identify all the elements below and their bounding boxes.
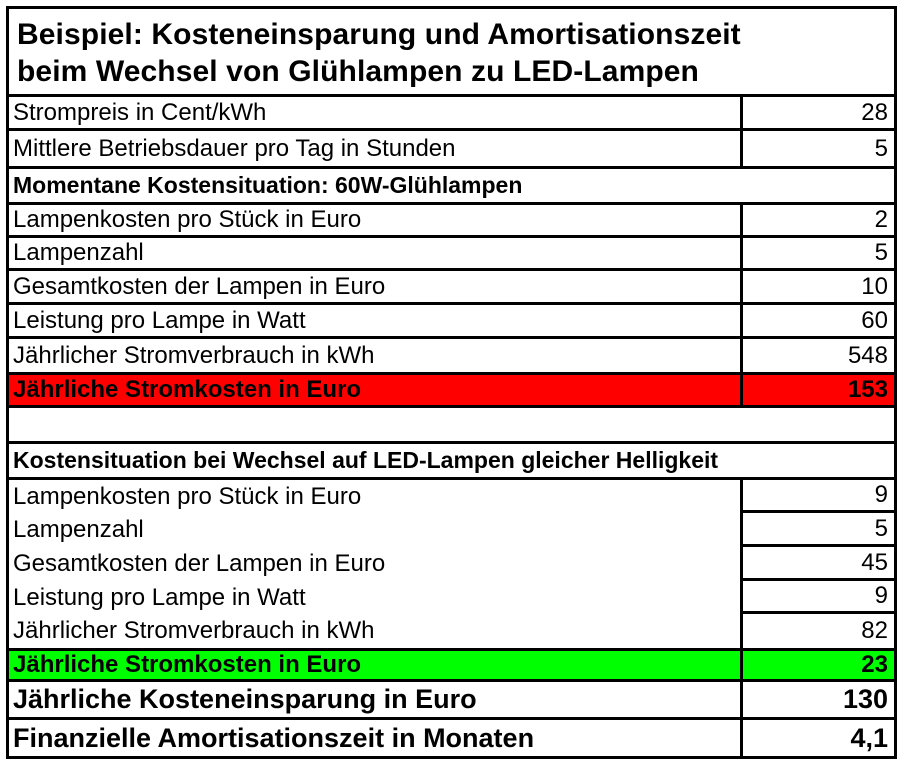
row-value: 153 bbox=[740, 375, 894, 405]
spacer-row bbox=[9, 408, 894, 444]
table-title bbox=[9, 9, 894, 97]
row-value: 5 bbox=[740, 513, 894, 547]
section-heading-label: Momentane Kostensituation: 60W-Glühlampen bbox=[13, 172, 523, 198]
cost-table bbox=[6, 6, 897, 759]
table-row bbox=[9, 271, 894, 305]
row-value: 28 bbox=[740, 97, 894, 128]
table-row bbox=[9, 238, 894, 271]
row-value: 23 bbox=[740, 651, 894, 679]
title-line-1: Beispiel: Kosteneinsparung und Amortisationszeit bbox=[17, 18, 741, 51]
table-row bbox=[9, 305, 894, 339]
row-label: Jährliche Stromkosten in Euro bbox=[13, 651, 362, 678]
current-total-row bbox=[9, 375, 894, 408]
row-label: Lampenzahl bbox=[13, 239, 144, 266]
row-strompreis bbox=[9, 97, 894, 131]
row-label: Lampenzahl bbox=[13, 516, 144, 543]
row-value: 10 bbox=[740, 271, 894, 302]
row-label: Gesamtkosten der Lampen in Euro bbox=[13, 550, 386, 577]
table-row bbox=[9, 480, 894, 513]
row-label: Lampenkosten pro Stück in Euro bbox=[13, 482, 362, 510]
row-label: Leistung pro Lampe in Watt bbox=[13, 583, 306, 611]
table-row bbox=[9, 547, 894, 581]
row-value: 82 bbox=[740, 614, 894, 648]
row-label: Jährliche Kosteneinsparung in Euro bbox=[13, 684, 477, 714]
row-value: 5 bbox=[740, 131, 894, 166]
section-heading-led bbox=[9, 444, 894, 480]
table-row bbox=[9, 614, 894, 648]
row-label: Lampenkosten pro Stück in Euro bbox=[13, 206, 362, 233]
row-value: 9 bbox=[740, 480, 894, 513]
row-label: Leistung pro Lampe in Watt bbox=[13, 306, 306, 334]
section-heading-current bbox=[9, 169, 894, 205]
row-value: 5 bbox=[740, 238, 894, 268]
row-value: 2 bbox=[740, 205, 894, 235]
table-row bbox=[9, 339, 894, 375]
section-heading-label: Kostensituation bei Wechsel auf LED-Lampen gleicher Helligkeit bbox=[13, 447, 719, 473]
savings-row bbox=[9, 682, 894, 720]
row-value: 4,1 bbox=[740, 720, 894, 756]
row-value: 60 bbox=[740, 305, 894, 336]
row-value: 548 bbox=[740, 339, 894, 372]
row-label: Jährlicher Stromverbrauch in kWh bbox=[13, 341, 375, 369]
amortization-row bbox=[9, 720, 894, 756]
row-label: Jährlicher Stromverbrauch in kWh bbox=[13, 617, 375, 644]
row-label: Jährliche Stromkosten in Euro bbox=[13, 376, 362, 403]
title-line-2: beim Wechsel von Glühlampen zu LED-Lampen bbox=[17, 55, 699, 88]
row-value: 130 bbox=[740, 682, 894, 717]
row-label: Finanzielle Amortisationszeit in Monaten bbox=[13, 722, 535, 753]
row-betriebsdauer bbox=[9, 131, 894, 169]
row-value: 9 bbox=[740, 581, 894, 614]
led-total-row bbox=[9, 648, 894, 682]
table-row bbox=[9, 513, 894, 547]
row-label: Gesamtkosten der Lampen in Euro bbox=[13, 272, 386, 300]
table-row bbox=[9, 581, 894, 614]
row-label: Strompreis in Cent/kWh bbox=[13, 98, 267, 126]
row-value: 45 bbox=[740, 547, 894, 581]
row-label: Mittlere Betriebsdauer pro Tag in Stunden bbox=[13, 134, 456, 162]
table-row bbox=[9, 205, 894, 238]
